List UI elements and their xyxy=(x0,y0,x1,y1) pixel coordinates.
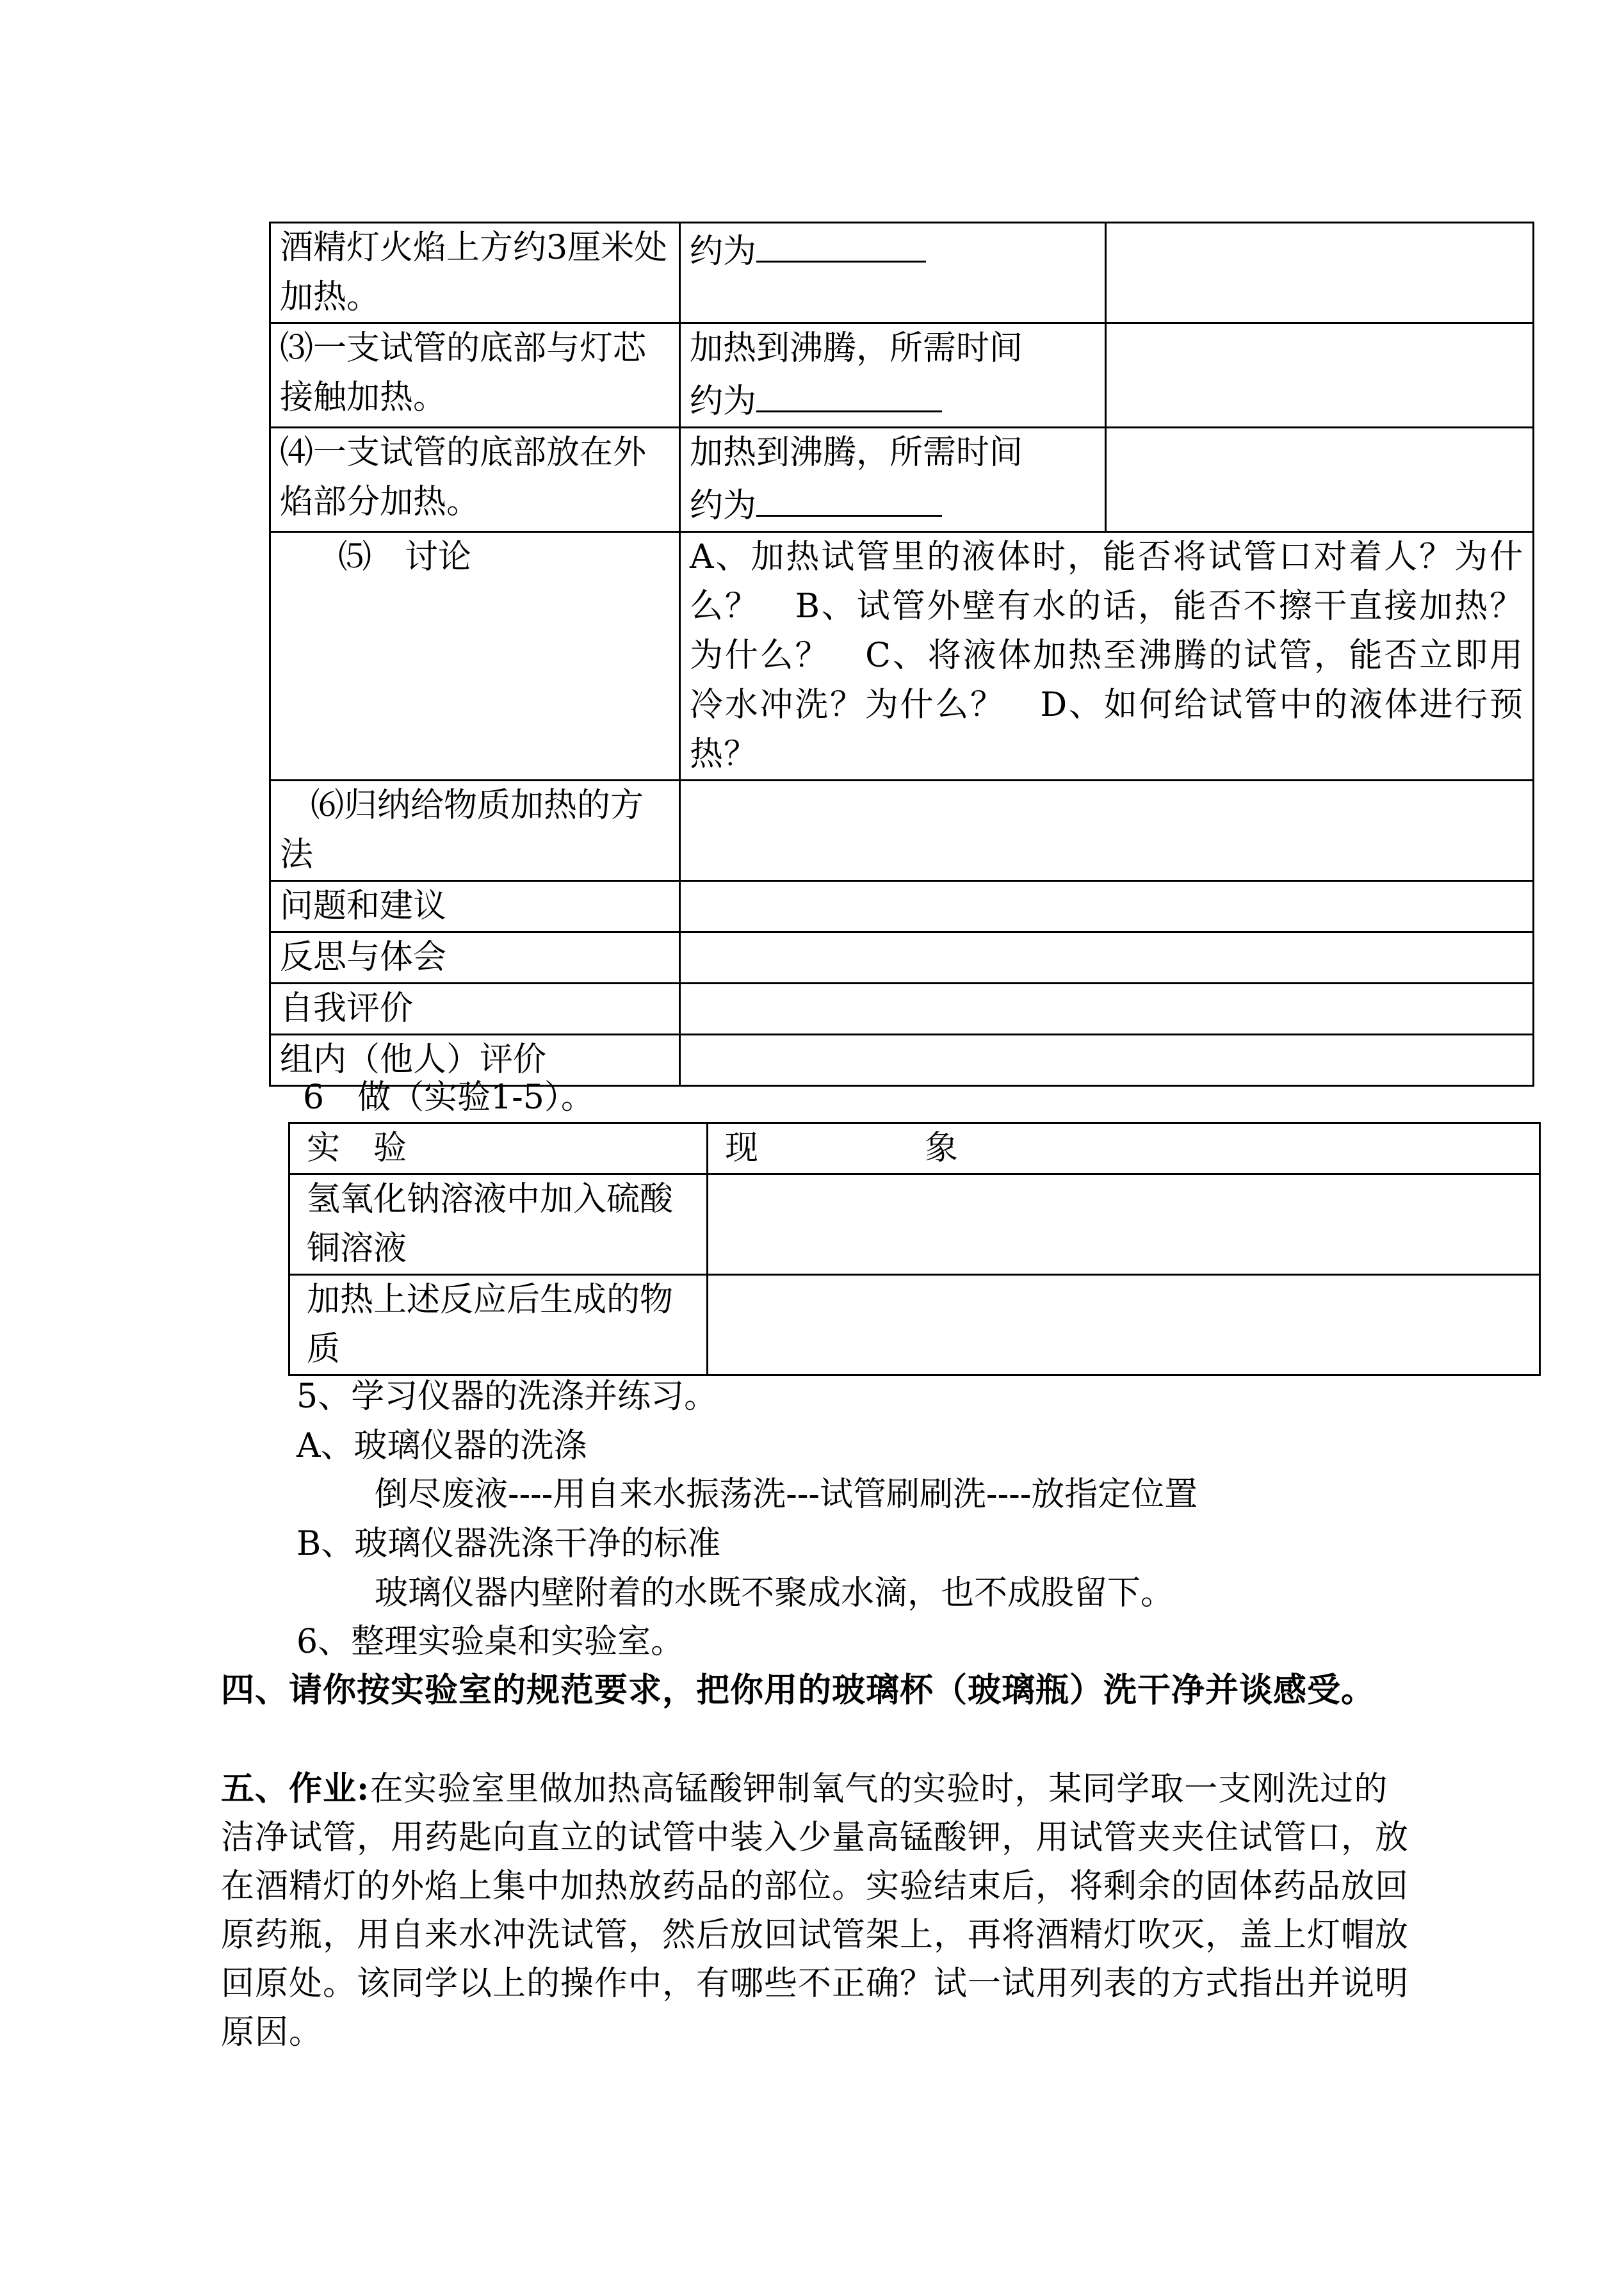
fill-in-blank[interactable] xyxy=(756,373,942,412)
phenomenon-cell[interactable] xyxy=(708,1174,1540,1275)
result-text: 加热到沸腾，所需时间 xyxy=(690,434,1023,472)
result-text: 加热到沸腾，所需时间 xyxy=(690,329,1023,368)
method-cell xyxy=(270,323,680,428)
discussion-label: ⑸ 讨论 xyxy=(338,538,472,576)
self-eval-label-cell xyxy=(270,984,680,1035)
table-row xyxy=(289,1275,1540,1375)
section-5-body: 在实验室里做加热高锰酸钾制氧气的实验时，某同学取一支刚洗过的洁净试管，用药匙向直立的试管中装入少量高锰酸钾，用试管夹夹住试管口，放在酒精灯的外焰上集中加热放药品的部位。实验结束后，将剩余的固体药品放回原药瓶，用自来水冲洗试管，然后放回试管架上，再将酒精灯吹灭，盖上灯帽放回原处。该同学以上的操作中，有哪些不正确？试一试用列表的方式指出并说明原因。 xyxy=(221,1770,1409,2052)
result-text: 约为 xyxy=(690,382,757,421)
table-row xyxy=(270,223,1534,323)
step-a-title: A、玻璃仪器的洗涤 xyxy=(296,1427,587,1465)
table-row xyxy=(270,984,1534,1035)
table-row xyxy=(270,428,1534,532)
summary-answer-cell[interactable] xyxy=(680,781,1534,881)
experiment-phenomenon-table xyxy=(288,1122,1541,1376)
reflection-label: 反思与体会 xyxy=(280,938,447,977)
table-row xyxy=(270,781,1534,881)
result-cell xyxy=(680,223,1106,323)
result-cell xyxy=(680,428,1106,532)
step-6-title: 6、整理实验桌和实验室。 xyxy=(296,1623,685,1661)
summary-label: ⑹归纳给物质加热的方法 xyxy=(280,786,644,874)
header-experiment: 实 验 xyxy=(289,1123,708,1174)
table-row xyxy=(270,881,1534,932)
section-4-text: 四、请你按实验室的规范要求，把你用的玻璃杯（玻璃瓶）洗干净并谈感受。 xyxy=(221,1671,1376,1710)
note-cell xyxy=(1106,323,1534,428)
method-label: ⑶一支试管的底部与灯芯接触加热。 xyxy=(280,329,647,417)
heating-experiment-table xyxy=(269,222,1534,1087)
phenomenon-cell[interactable] xyxy=(708,1275,1540,1375)
questions-label: 问题和建议 xyxy=(280,887,447,925)
step-b-title: B、玻璃仪器洗涤干净的标准 xyxy=(296,1525,721,1563)
discussion-label-cell xyxy=(270,532,680,781)
self-eval-answer-cell[interactable] xyxy=(680,984,1534,1035)
fill-in-blank[interactable] xyxy=(756,478,942,517)
step-a-body: 倒尽废液----用自来水振荡洗---试管刷刷洗----放指定位置 xyxy=(375,1475,1198,1514)
summary-label-cell xyxy=(270,781,680,881)
note-cell xyxy=(1106,428,1534,532)
result-cell xyxy=(680,323,1106,428)
section-6-title: 6 做（实验1-5）。 xyxy=(303,1078,594,1117)
discussion-text-cell xyxy=(680,532,1534,781)
step-b-body: 玻璃仪器内壁附着的水既不聚成水滴，也不成股留下。 xyxy=(375,1574,1174,1612)
result-text: 约为 xyxy=(690,487,757,525)
self-eval-label: 自我评价 xyxy=(280,989,414,1028)
table-header-row xyxy=(289,1123,1540,1174)
method-label: 酒精灯火焰上方约3厘米处加热。 xyxy=(280,229,668,316)
method-label: ⑷一支试管的底部放在外焰部分加热。 xyxy=(280,434,647,521)
method-cell xyxy=(270,223,680,323)
experiment-cell: 氢氧化钠溶液中加入硫酸铜溶液 xyxy=(289,1174,708,1275)
group-eval-answer-cell[interactable] xyxy=(680,1035,1534,1086)
table-row xyxy=(270,532,1534,781)
method-cell xyxy=(270,428,680,532)
group-eval-label: 组内（他人）评价 xyxy=(280,1041,547,1079)
fill-in-blank[interactable] xyxy=(756,223,926,263)
table-row xyxy=(270,932,1534,984)
experiment-cell: 加热上述反应后生成的物质 xyxy=(289,1275,708,1375)
section-5-paragraph xyxy=(221,1765,1418,2057)
reflection-label-cell xyxy=(270,932,680,984)
reflection-answer-cell[interactable] xyxy=(680,932,1534,984)
result-text: 约为 xyxy=(690,232,757,271)
section-5-label: 五、作业: xyxy=(221,1769,370,1808)
step-5-title: 5、学习仪器的洗涤并练习。 xyxy=(296,1377,718,1416)
header-phenomenon: 现 象 xyxy=(708,1123,1540,1174)
questions-answer-cell[interactable] xyxy=(680,881,1534,932)
note-cell xyxy=(1106,223,1534,323)
discussion-text: A、加热试管里的液体时，能否将试管口对着人？为什么？ B、试管外壁有水的话，能否不擦干直接加热？为什么？ C、将液体加热至沸腾的试管，能否立即用冷水冲洗？为什么？ D、如何给试管中的液体进行预热？ xyxy=(690,538,1523,774)
questions-label-cell xyxy=(270,881,680,932)
table-row xyxy=(270,323,1534,428)
table-row xyxy=(289,1174,1540,1275)
